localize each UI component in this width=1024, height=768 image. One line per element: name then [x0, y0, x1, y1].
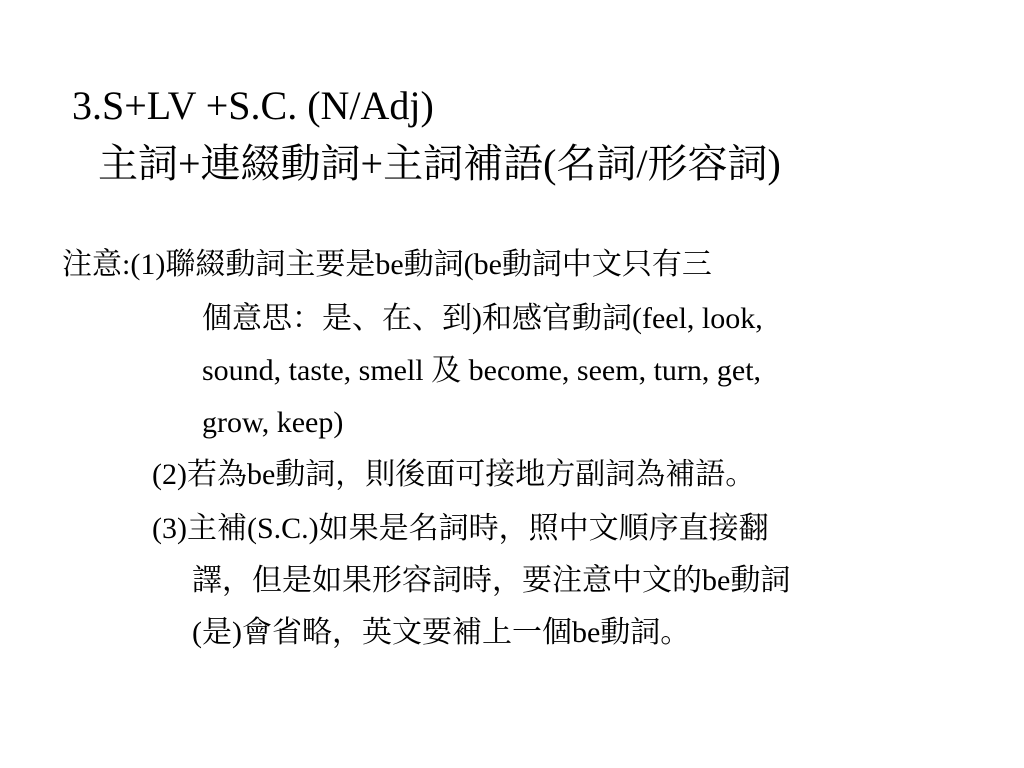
slide-title-chinese: 主詞+連綴動詞+主詞補語(名詞/形容詞): [98, 141, 781, 186]
note-line: (3)主補(S.C.)如果是名詞時，照中文順序直接翻: [152, 512, 769, 545]
note-line: 注意:(1)聯綴動詞主要是be動詞(be動詞中文只有三: [62, 248, 712, 281]
note-line: 個意思：是、在、到)和感官動詞(feel, look,: [202, 302, 763, 335]
note-line: grow, keep): [202, 406, 344, 439]
note-line: (是)會省略，英文要補上一個be動詞。: [192, 616, 691, 649]
note-line: sound, taste, smell 及 become, seem, turn, get,: [202, 354, 762, 387]
slide-title-formula: 3.S+LV +S.C. (N/Adj): [72, 83, 434, 128]
note-line: 譯，但是如果形容詞時，要注意中文的be動詞: [192, 564, 791, 597]
note-line: (2)若為be動詞，則後面可接地方副詞為補語。: [152, 458, 756, 491]
